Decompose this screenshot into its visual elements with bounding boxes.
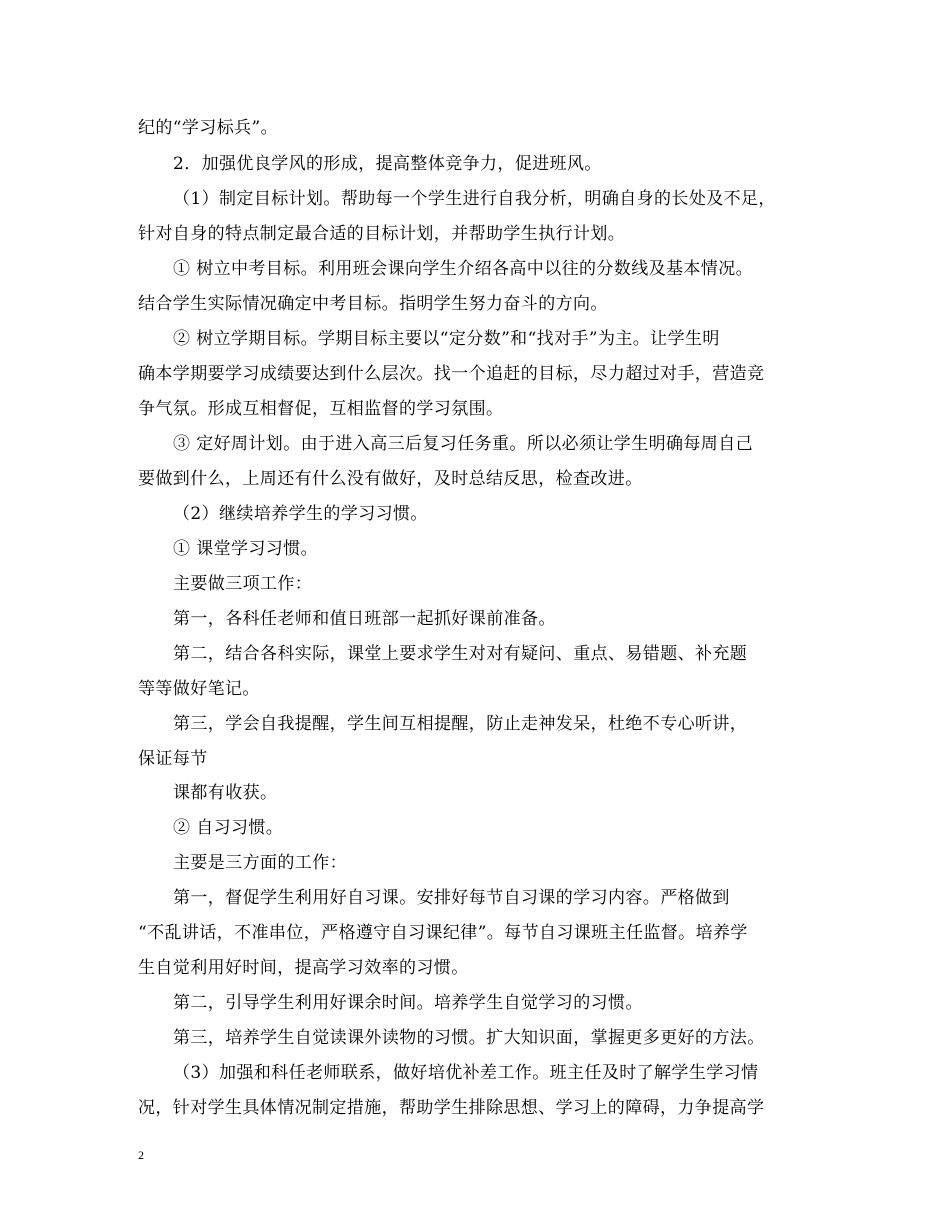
text-line: 纪的“学习标兵”。: [138, 118, 278, 138]
text-line: 确本学期要学习成绩要达到什么层次。找一个追赶的目标，尽力超过对手，营造竞: [138, 364, 765, 384]
text-line: 主要做三项工作：: [173, 574, 313, 594]
text-line: 第一，督促学生利用好自习课。安排好每节自习课的学习内容。严格做到: [173, 888, 730, 908]
text-line: （3）加强和科任老师联系，做好培优补差工作。班主任及时了解学生学习情: [173, 1063, 759, 1083]
text-line: 要做到什么，上周还有什么没有做好，及时总结反思，检查改进。: [138, 469, 643, 489]
text-line: （2）继续培养学生的学习习惯。: [173, 504, 428, 524]
text-line: 第三，培养学生自觉读课外读物的习惯。扩大知识面，掌握更多更好的方法。: [173, 1028, 765, 1048]
text-line: 争气氛。形成互相督促，互相监督的学习氛围。: [138, 399, 504, 419]
text-line: 针对自身的特点制定最合适的目标计划，并帮助学生执行计划。: [138, 224, 626, 244]
text-line: “不乱讲话，不准串位，严格遵守自习课纪律”。每节自习课班主任监督。培养学: [138, 923, 748, 943]
section-heading: 2．加强优良学风的形成，提高整体竞争力，促进班风。: [173, 154, 602, 174]
text-line: （1）制定目标计划。帮助每一个学生进行自我分析，明确自身的长处及不足，: [173, 189, 776, 209]
text-line: ① 树立中考目标。利用班会课向学生介绍各高中以往的分数线及基本情况。: [173, 259, 754, 279]
text-line: ② 树立学期目标。学期目标主要以“定分数”和“找对手”为主。让学生明: [173, 329, 720, 349]
text-line: 第二，引导学生利用好课余时间。培养学生自觉学习的习惯。: [173, 993, 643, 1013]
text-line: 主要是三方面的工作：: [173, 853, 347, 873]
text-line: ③ 定好周计划。由于进入高三后复习任务重。所以必须让学生明确每周自己: [173, 434, 754, 454]
text-line: ② 自习习惯。: [173, 818, 284, 838]
text-line: 况，针对学生具体情况制定措施，帮助学生排除思想、学习上的障碍，力争提高学: [138, 1098, 765, 1118]
text-line: ① 课堂学习习惯。: [173, 539, 319, 559]
text-line: 第二，结合各科实际，课堂上要求学生对对有疑问、重点、易错题、补充题: [173, 644, 748, 664]
text-line: 第三，学会自我提醒，学生间互相提醒，防止走神发呆，杜绝不专心听讲，: [173, 714, 748, 734]
text-line: 等等做好笔记。: [138, 679, 260, 699]
text-line: 第一，各科任老师和值日班部一起抓好课前准备。: [173, 609, 556, 629]
text-line: 保证每节: [138, 749, 208, 769]
text-line: 生自觉利用好时间，提高学习效率的习惯。: [138, 958, 469, 978]
page-number: 2: [138, 1148, 144, 1162]
text-line: 结合学生实际情况确定中考目标。指明学生努力奋斗的方向。: [138, 294, 608, 314]
text-line: 课都有收获。: [173, 783, 278, 803]
